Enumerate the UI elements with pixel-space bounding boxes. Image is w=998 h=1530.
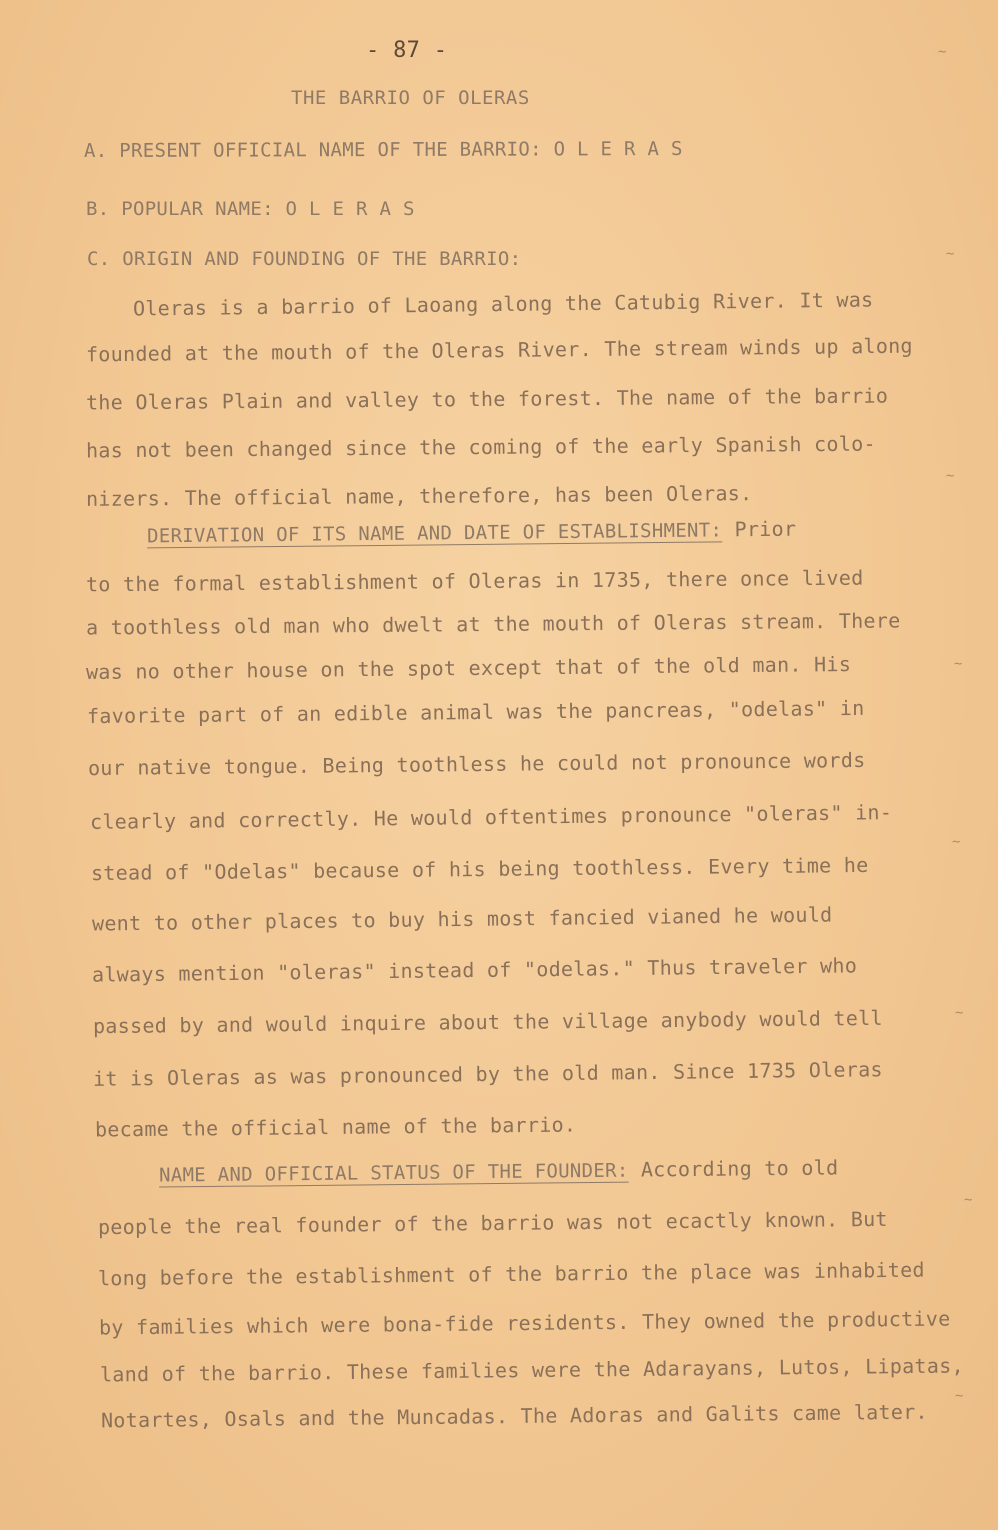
paragraph-line: nizers. The official name, therefore, has been Oleras. — [85, 481, 753, 511]
paragraph-line: has not been changed since the coming of the early Spanish colo- — [85, 431, 876, 463]
paragraph-line: Oleras is a barrio of Laoang along the Catubig River. It was — [132, 287, 874, 321]
paragraph-line: always mention "oleras" instead of "odelas." Thus traveler who — [91, 953, 858, 987]
paragraph-line: to the formal establishment of Oleras in 1735, there once lived — [85, 565, 864, 597]
paragraph-line: by families which were bona-fide residents. They owned the productive — [98, 1306, 951, 1340]
founder-heading: NAME AND OFFICIAL STATUS OF THE FOUNDER: — [158, 1159, 629, 1187]
paragraph-line: long before the establishment of the barrio the place was inhabited — [97, 1257, 925, 1291]
paragraph-line: land of the barrio. These families were the Adarayans, Lutos, Lipatas, — [99, 1353, 964, 1387]
margin-mark: ∼ — [964, 1192, 973, 1208]
margin-mark: ∼ — [938, 44, 947, 60]
page-number: - 87 - — [366, 38, 448, 63]
paragraph-line: was no other house on the spot except that of the old man. His — [85, 651, 852, 685]
paragraph-line: it is Oleras as was pronounced by the old man. Since 1735 Oleras — [92, 1057, 883, 1091]
section-c-heading: C. ORIGIN AND FOUNDING OF THE BARRIO: — [87, 248, 522, 270]
paragraph-line: Notartes, Osals and the Muncadas. The Adoras and Galits came later. — [100, 1399, 928, 1433]
derivation-heading: DERIVATION OF ITS NAME AND DATE OF ESTABLISHMENT: — [146, 519, 723, 548]
paragraph-line: favorite part of an edible animal was the pancreas, "odelas" in — [86, 695, 865, 729]
paragraph-line: the Oleras Plain and valley to the forest. The name of the barrio — [85, 383, 889, 415]
founder-lead: According to old — [628, 1155, 839, 1182]
paragraph-line: our native tongue. Being toothless he could not pronounce words — [87, 747, 866, 781]
section-b-heading: B. POPULAR NAME: O L E R A S — [86, 198, 415, 220]
derivation-heading-line — [147, 517, 796, 548]
margin-mark: ∼ — [952, 834, 961, 850]
founder-heading-line — [159, 1155, 839, 1186]
section-a-heading: A. PRESENT OFFICIAL NAME OF THE BARRIO: O L E R A S — [83, 137, 683, 163]
paragraph-line: a toothless old man who dwelt at the mouth of Oleras stream. There — [85, 608, 901, 640]
document-title: THE BARRIO OF OLERAS — [291, 87, 530, 109]
paragraph-line: passed by and would inquire about the village anybody would tell — [92, 1005, 883, 1039]
paragraph-line: people the real founder of the barrio was not ecactly known. But — [97, 1206, 888, 1240]
margin-mark: ∼ — [946, 468, 955, 484]
paragraph-line: founded at the mouth of the Oleras River. The stream winds up along — [85, 333, 913, 367]
margin-mark: ∼ — [955, 1005, 964, 1021]
paragraph-line: became the official name of the barrio. — [94, 1112, 577, 1142]
margin-mark: ∼ — [946, 246, 955, 262]
paragraph-line: went to other places to buy his most fancied vianed he would — [91, 902, 833, 936]
paragraph-line: stead of "Odelas" because of his being toothless. Every time he — [90, 852, 869, 886]
margin-mark: ∼ — [955, 1388, 964, 1404]
paragraph-line: clearly and correctly. He would oftentimes pronounce "oleras" in- — [89, 800, 893, 834]
margin-mark: ∼ — [954, 656, 963, 672]
derivation-lead: Prior — [722, 516, 797, 542]
